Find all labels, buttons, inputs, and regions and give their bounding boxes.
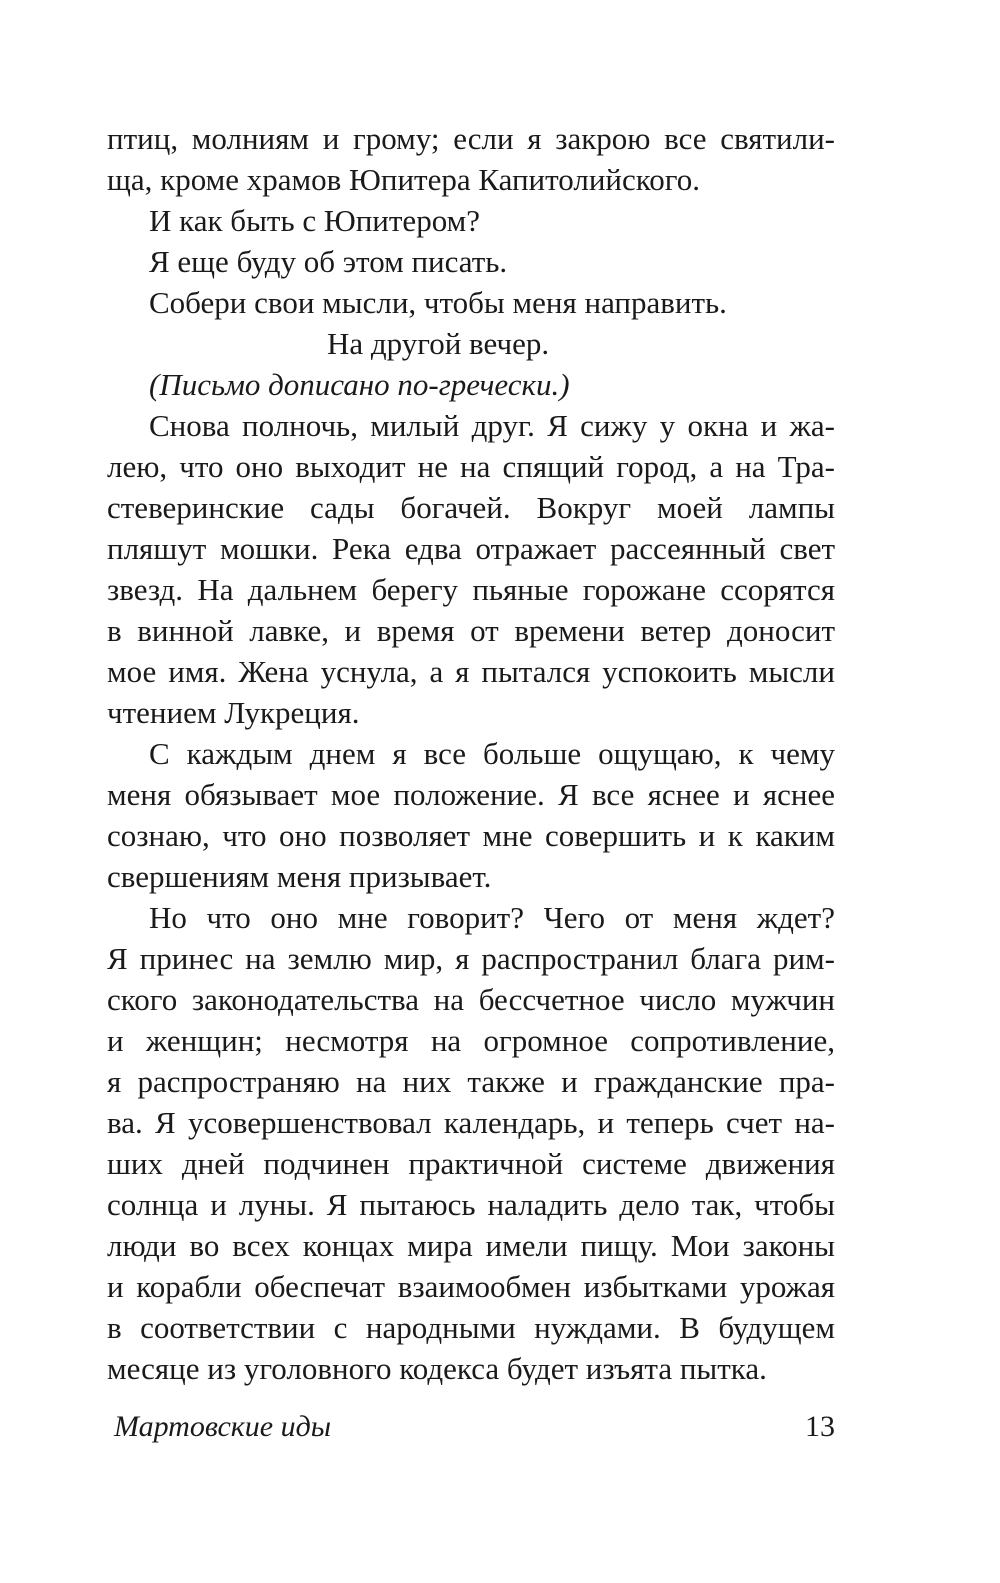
text-line: ших дней подчинен практичной системе движения bbox=[107, 1146, 835, 1181]
page-number: 13 bbox=[805, 1410, 835, 1443]
text-line: и женщин; несмотря на огромное сопротивление, bbox=[107, 1023, 835, 1058]
text-line: И как быть с Юпитером? bbox=[149, 203, 480, 238]
text-line: птиц, молниям и грому; если я закрою все святили- bbox=[107, 121, 835, 156]
text-line: Снова полночь, милый друг. Я сижу у окна и жа- bbox=[149, 408, 835, 443]
text-line: ского законодательства на бессчетное число мужчин bbox=[107, 982, 835, 1017]
text-line: Я принес на землю мир, я распространил блага рим- bbox=[107, 941, 835, 976]
text-line: свершениям меня призывает. bbox=[107, 859, 492, 894]
text-line: сознаю, что оно позволяет мне совершить и к каким bbox=[107, 818, 835, 853]
text-line: месяце из уголовного кодекса будет изъята пытка. bbox=[107, 1351, 767, 1386]
paragraph-4 bbox=[107, 282, 835, 323]
paragraph-2 bbox=[107, 200, 835, 241]
dateline bbox=[107, 323, 835, 364]
paragraph-7 bbox=[107, 897, 835, 1389]
text-line: и корабли обеспечат взаимообмен избытками урожая bbox=[107, 1269, 835, 1304]
text-line: в винной лавке, и время от времени ветер доносит bbox=[107, 613, 835, 648]
text-line: лею, что оно выходит не на спящий город, а на Тра- bbox=[107, 449, 835, 484]
text-line: Я еще буду об этом писать. bbox=[149, 244, 508, 279]
text-line: пляшут мошки. Река едва отражает рассеянный свет bbox=[107, 531, 835, 566]
text-line: Но что оно мне говорит? Чего от меня ждет? bbox=[149, 900, 835, 935]
text-line: стеверинские сады богачей. Вокруг моей лампы bbox=[107, 490, 835, 525]
text-line: мое имя. Жена уснула, а я пытался успокоить мысли bbox=[107, 654, 835, 689]
translator-note bbox=[107, 364, 835, 405]
text-line: Собери свои мысли, чтобы меня направить. bbox=[149, 285, 727, 320]
running-title: Мартовские иды bbox=[114, 1410, 332, 1443]
paragraph-5 bbox=[107, 405, 835, 733]
paragraph-3 bbox=[107, 241, 835, 282]
text-line: люди во всех концах мира имели пищу. Мои законы bbox=[107, 1228, 835, 1263]
text-line: меня обязывает мое положение. Я все яснее и яснее bbox=[107, 777, 835, 812]
text-line: С каждым днем я все больше ощущаю, к чему bbox=[149, 736, 835, 771]
note-text: (Письмо дописано по-гречески.) bbox=[149, 367, 570, 402]
dateline-text: На другой вечер. bbox=[327, 326, 550, 361]
page-body bbox=[107, 118, 835, 1389]
page-footer bbox=[114, 1405, 835, 1449]
text-line: я распространяю на них также и гражданские пра- bbox=[107, 1064, 835, 1099]
text-line: ща, кроме храмов Юпитера Капитолийского. bbox=[107, 162, 700, 197]
paragraph-1 bbox=[107, 118, 835, 200]
paragraph-6 bbox=[107, 733, 835, 897]
text-line: солнца и луны. Я пытаюсь наладить дело так, чтобы bbox=[107, 1187, 835, 1222]
text-line: в соответствии с народными нуждами. В будущем bbox=[107, 1310, 835, 1345]
text-line: чтением Лукреция. bbox=[107, 695, 360, 730]
text-line: ва. Я усовершенствовал календарь, и теперь счет на- bbox=[107, 1105, 835, 1140]
text-line: звезд. На дальнем берегу пьяные горожане ссорятся bbox=[107, 572, 835, 607]
